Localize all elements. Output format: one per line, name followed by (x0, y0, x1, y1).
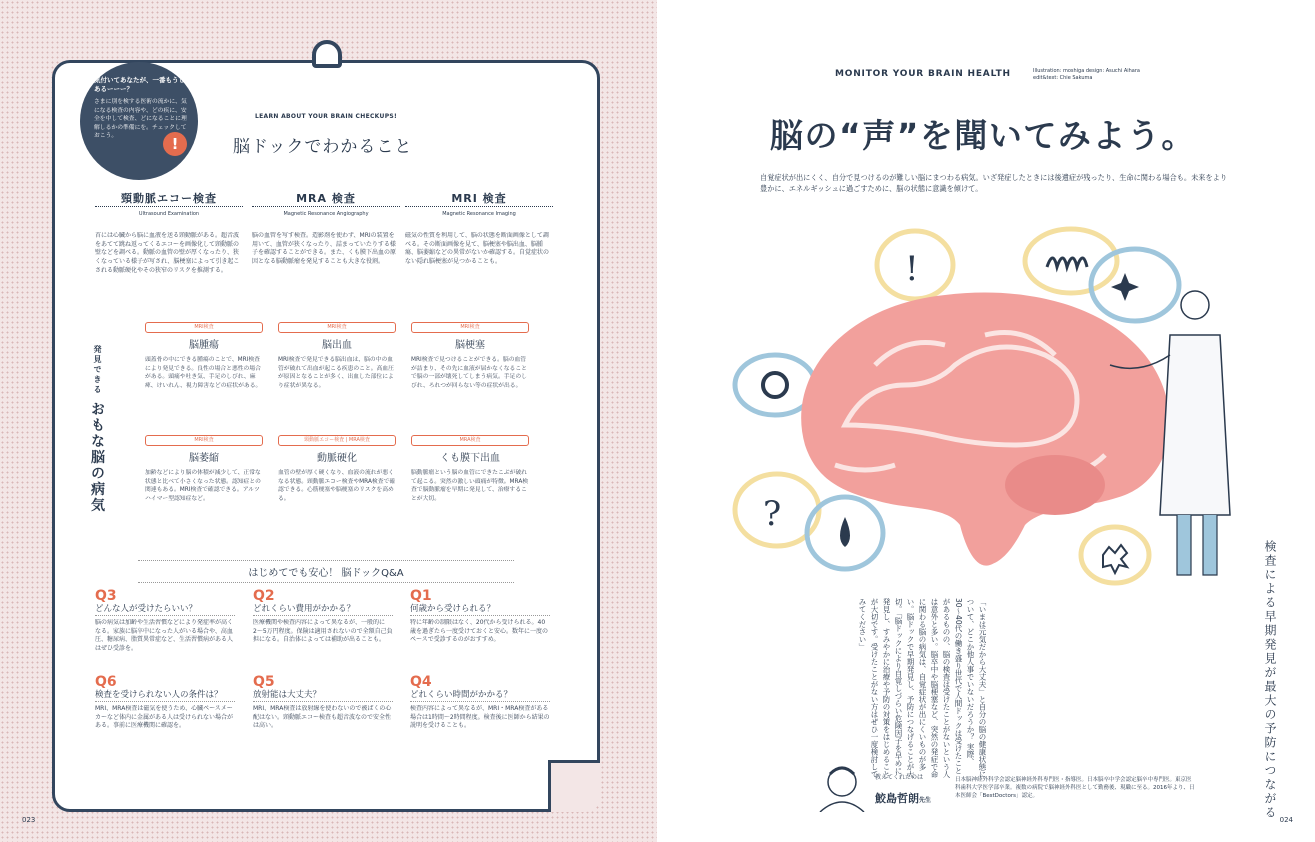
disease-card (411, 435, 529, 511)
exam-en: Ultrasound Examination (138, 210, 200, 217)
doctor-name-text: 鮫島哲朗 (875, 792, 919, 805)
qa-number: Q5 (253, 674, 275, 690)
exclamation-icon: ! (163, 132, 187, 156)
exam-title: MRA 検査 (252, 195, 400, 207)
section-title: 脳ドックでわかること (233, 137, 413, 157)
qa-item (95, 674, 235, 741)
disease-tag: MRA検査 (411, 435, 529, 446)
exam-body: 首には心臓から脳に血液を送る頸動脈がある。超音波をあてて跳ね返ってくるエコーを画像化して頸動脈の壁などを調べる。動脈の血管の壁が厚くなったり、狭くなっている様子が写され、脳梗塞によって引き起こされる動脈硬化やその狭窄のリスクを推測する。 (95, 232, 240, 274)
disease-body: 頭蓋骨の中にできる腫瘍のことで、MRI検査により発見できる。良性の場合と悪性の場合がある。頭痛や吐き気、手足のしびれ、麻痺、けいれん、視力障害などの症状がある。 (145, 357, 262, 389)
qa-question: どれくらい費用がかかる？ (253, 605, 393, 617)
page-number-left: 023 (22, 816, 36, 824)
qa-answer: 脳の病気は加齢や生活習慣などにより発症率が高くなる。家族に脳卒中になった人がいる場合や、高血圧、糖尿病、脂質異常症など、生活習慣病がある人はぜひ受診を。 (95, 619, 234, 652)
qa-number: Q1 (410, 588, 432, 604)
exam-body: 磁気の性質を利用して、脳の状態を断面画像として調べる。その断面画像を見て、脳梗塞や脳出血、脳腫瘍、脳萎縮などの異常がないか確認する。自覚症状のない隠れ脳梗塞が見つかることも。 (405, 232, 550, 265)
clipboard-clip (312, 40, 342, 68)
disease-tag: MRI検査 (411, 322, 529, 333)
exam-en: Magnetic Resonance Angiography (283, 210, 369, 217)
qa-question: どんな人が受けたらいい？ (95, 605, 235, 617)
disease-name: くも膜下出血 (440, 453, 500, 464)
qa-number: Q6 (95, 674, 117, 690)
disease-body: 血管の壁が厚く硬くなり、血液の流れが悪くなる状態。頸動脈エコー検査やMRA検査で確認できる。心筋梗塞や脳梗塞のリスクを高める。 (278, 470, 396, 502)
qa-number: Q3 (95, 588, 117, 604)
exam-column (405, 192, 553, 296)
disease-card (145, 435, 263, 511)
disease-body: 脳動脈瘤という脳の血管にできたこぶが破れて起こる。突然の激しい頭痛が特徴。MRA検査で脳動脈瘤を早期に発見して、治療することが大切。 (411, 470, 529, 502)
qa-item (253, 674, 393, 741)
qa-answer: 特に年齢の制限はなく、20代から受けられる。40歳を過ぎたら一度受けておくと安心。数年に一度のペースで受診するのがおすすめ。 (410, 619, 549, 644)
disease-card (145, 322, 263, 398)
disease-name: 動脈硬化 (317, 453, 357, 464)
qa-answer: 検査内容によって異なるが、MRI・MRA検査がある場合は1時間〜2時間程度。検査後に医師から結果の説明を受けることも。 (410, 705, 550, 730)
qa-title: はじめてでも安心！ 脳ドックQ&A (138, 560, 514, 583)
intro-circle (80, 62, 198, 180)
disease-body: 加齢などにより脳の体積が減少して、正常な状態と比べて小さくなった状態。認知症との関連もある。MRI検査で確認できる。アルツハイマー型認知症など。 (145, 470, 261, 502)
vertical-body-text: 「いまは元気だから大丈夫」と自分の脳の健康状態について、どこか他人事でいないだろうか？ 実際、30〜40代の働き盛り世代で人間ドックは受けたことがあるものの、脳の検査は受けたことがないという人は意外と多い。脳卒中や脳梗塞など、突然の発症で命に関わる脳の病気は、自覚症状が出にくいものが多い。脳ドックで早期発見し、予防につなげることが大切。「脳ドックにより自覚しづらい危険因子を早めに発見し、すみやかに治療や予防の対策をはじめることが大切です。受けたことがない方はぜひ一度検討してみてください」 (858, 598, 987, 778)
doctor-portrait (810, 760, 882, 812)
section-subtitle: LEARN ABOUT YOUR BRAIN CHECKUPS! (255, 113, 398, 120)
disease-tag: MRI検査 (145, 322, 263, 333)
svg-text:!: ! (905, 249, 919, 289)
vertical-headline: 検査による早期発見が最大の予防につながる (1263, 540, 1277, 820)
disease-name: 脳腫瘍 (189, 340, 219, 351)
page-number-right: 024 (1279, 816, 1293, 824)
disease-card (278, 322, 396, 398)
disease-name: 脳萎縮 (189, 453, 219, 464)
qa-item (253, 588, 393, 655)
disease-card (411, 322, 529, 398)
side-big: おもな脳の病気 (89, 401, 105, 514)
qa-answer: MRI、MRA検査は放射線を使わないので被ばくの心配はない。頸動脈エコー検査も超音波なので安全性は高い。 (253, 705, 392, 730)
drop-bubble-icon (807, 497, 883, 569)
exam-column (95, 192, 243, 296)
qa-number: Q2 (253, 588, 275, 604)
qa-item (95, 588, 235, 655)
disease-tag: MRI検査 (145, 435, 263, 446)
burst-bubble-icon (1081, 527, 1149, 583)
intro-circle-title: 気付いてあなたが、一番もうしあるーーー？ (94, 76, 185, 93)
doctor-suffix: 先生 (919, 797, 932, 804)
qa-question: 何歳から受けられる？ (410, 605, 550, 617)
disease-name: 脳梗塞 (455, 340, 485, 351)
qa-item (410, 588, 550, 655)
svg-text:?: ? (763, 494, 782, 534)
page-title: 脳の“声”を聞いてみよう。 (770, 116, 1196, 155)
exam-title: MRI 検査 (405, 195, 553, 207)
disease-card (278, 435, 396, 511)
qa-item (410, 674, 550, 741)
doctor-label: 教えてくれたのは (875, 774, 924, 781)
credit: Illustration: moshiga design: Asuchi Aihara edit&text: Chie Sakuma (1033, 68, 1140, 81)
lead-text: 自覚症状が出にくく、自分で見つけるのが難しい脳にまつわる病気。いざ発症したときには後遺症が残ったり、生命に関わる場合も。未来をより豊かに、エネルギッシュに過ごすために、脳の状態に意識を傾けて。 (760, 173, 1228, 193)
disease-tag: 頸動脈エコー検査 | MRA検査 (278, 435, 396, 446)
intro-circle-text: さまに別を検する医術の流かに、気になる検査の内容や、どの疾に、安全を中して検査、どになることに理解しるかの準備にを。チェックしておこう。 (94, 99, 187, 140)
exam-title: 頸動脈エコー検査 (95, 195, 243, 207)
disease-name: 脳出血 (322, 340, 352, 351)
disease-body: MRI検査で見つけることができる。脳の血管が詰まり、その先に血液が届かなくなることで脳の一部が壊死してしまう病気。手足のしびれ、ろれつが回らない等の症状が出る。 (411, 357, 527, 389)
qa-answer: 医療機関や検査内容によって異なるが、一般的に2〜5万円程度。保険は適用されないので全額自己負担になる。自治体によっては補助が出ることも。 (253, 619, 393, 644)
qa-question: どれくらい時間がかかる？ (410, 691, 550, 703)
right-header: MONITOR YOUR BRAIN HEALTH (835, 69, 1011, 79)
disease-body: MRI検査で発見できる脳出血は、脳の中の血管が破れて出血が起こる疾患のこと。高血圧が原因となることが多く、出血した部位により症状が異なる。 (278, 357, 394, 389)
exam-body: 脳の血管を写す検査。造影剤を使わず、MRIの装置を用いて、血管が狭くなったり、詰まっていたりする様子を確認することができる。また、くも膜下出血の原因となる脳動脈瘤を発見することも大きな役割。 (252, 232, 397, 265)
page-curl (548, 760, 600, 812)
qa-question: 放射能は大丈夫？ (253, 691, 393, 703)
exclamation-bubble-icon (877, 231, 953, 299)
brain-illustration (725, 225, 1255, 595)
side-small: 発見できる (93, 345, 102, 395)
qa-number: Q4 (410, 674, 432, 690)
disease-tag: MRI検査 (278, 322, 396, 333)
exam-column (252, 192, 400, 296)
qa-answer: MRI、MRA検査は磁気を使うため、心臓ペースメーカーなど体内に金属がある人は受けられない場合がある。事前に医療機関に確認を。 (95, 705, 234, 730)
doctor-bio: 日本脳神経外科学会認定脳神経外科専門医・指導医。日本脳卒中学会認定脳卒中専門医。東京医科歯科大学医学部卒業。複数の病院で脳神経外科医として勤務後、現職に至る。2016年より、日本医師会「BestDoctors」認定。 (955, 777, 1195, 799)
qa-question: 検査を受けられない人の条件は？ (95, 691, 235, 703)
doctor-name (875, 790, 931, 806)
disease-side-label (88, 345, 106, 514)
exam-en: Magnetic Resonance Imaging (442, 210, 516, 217)
